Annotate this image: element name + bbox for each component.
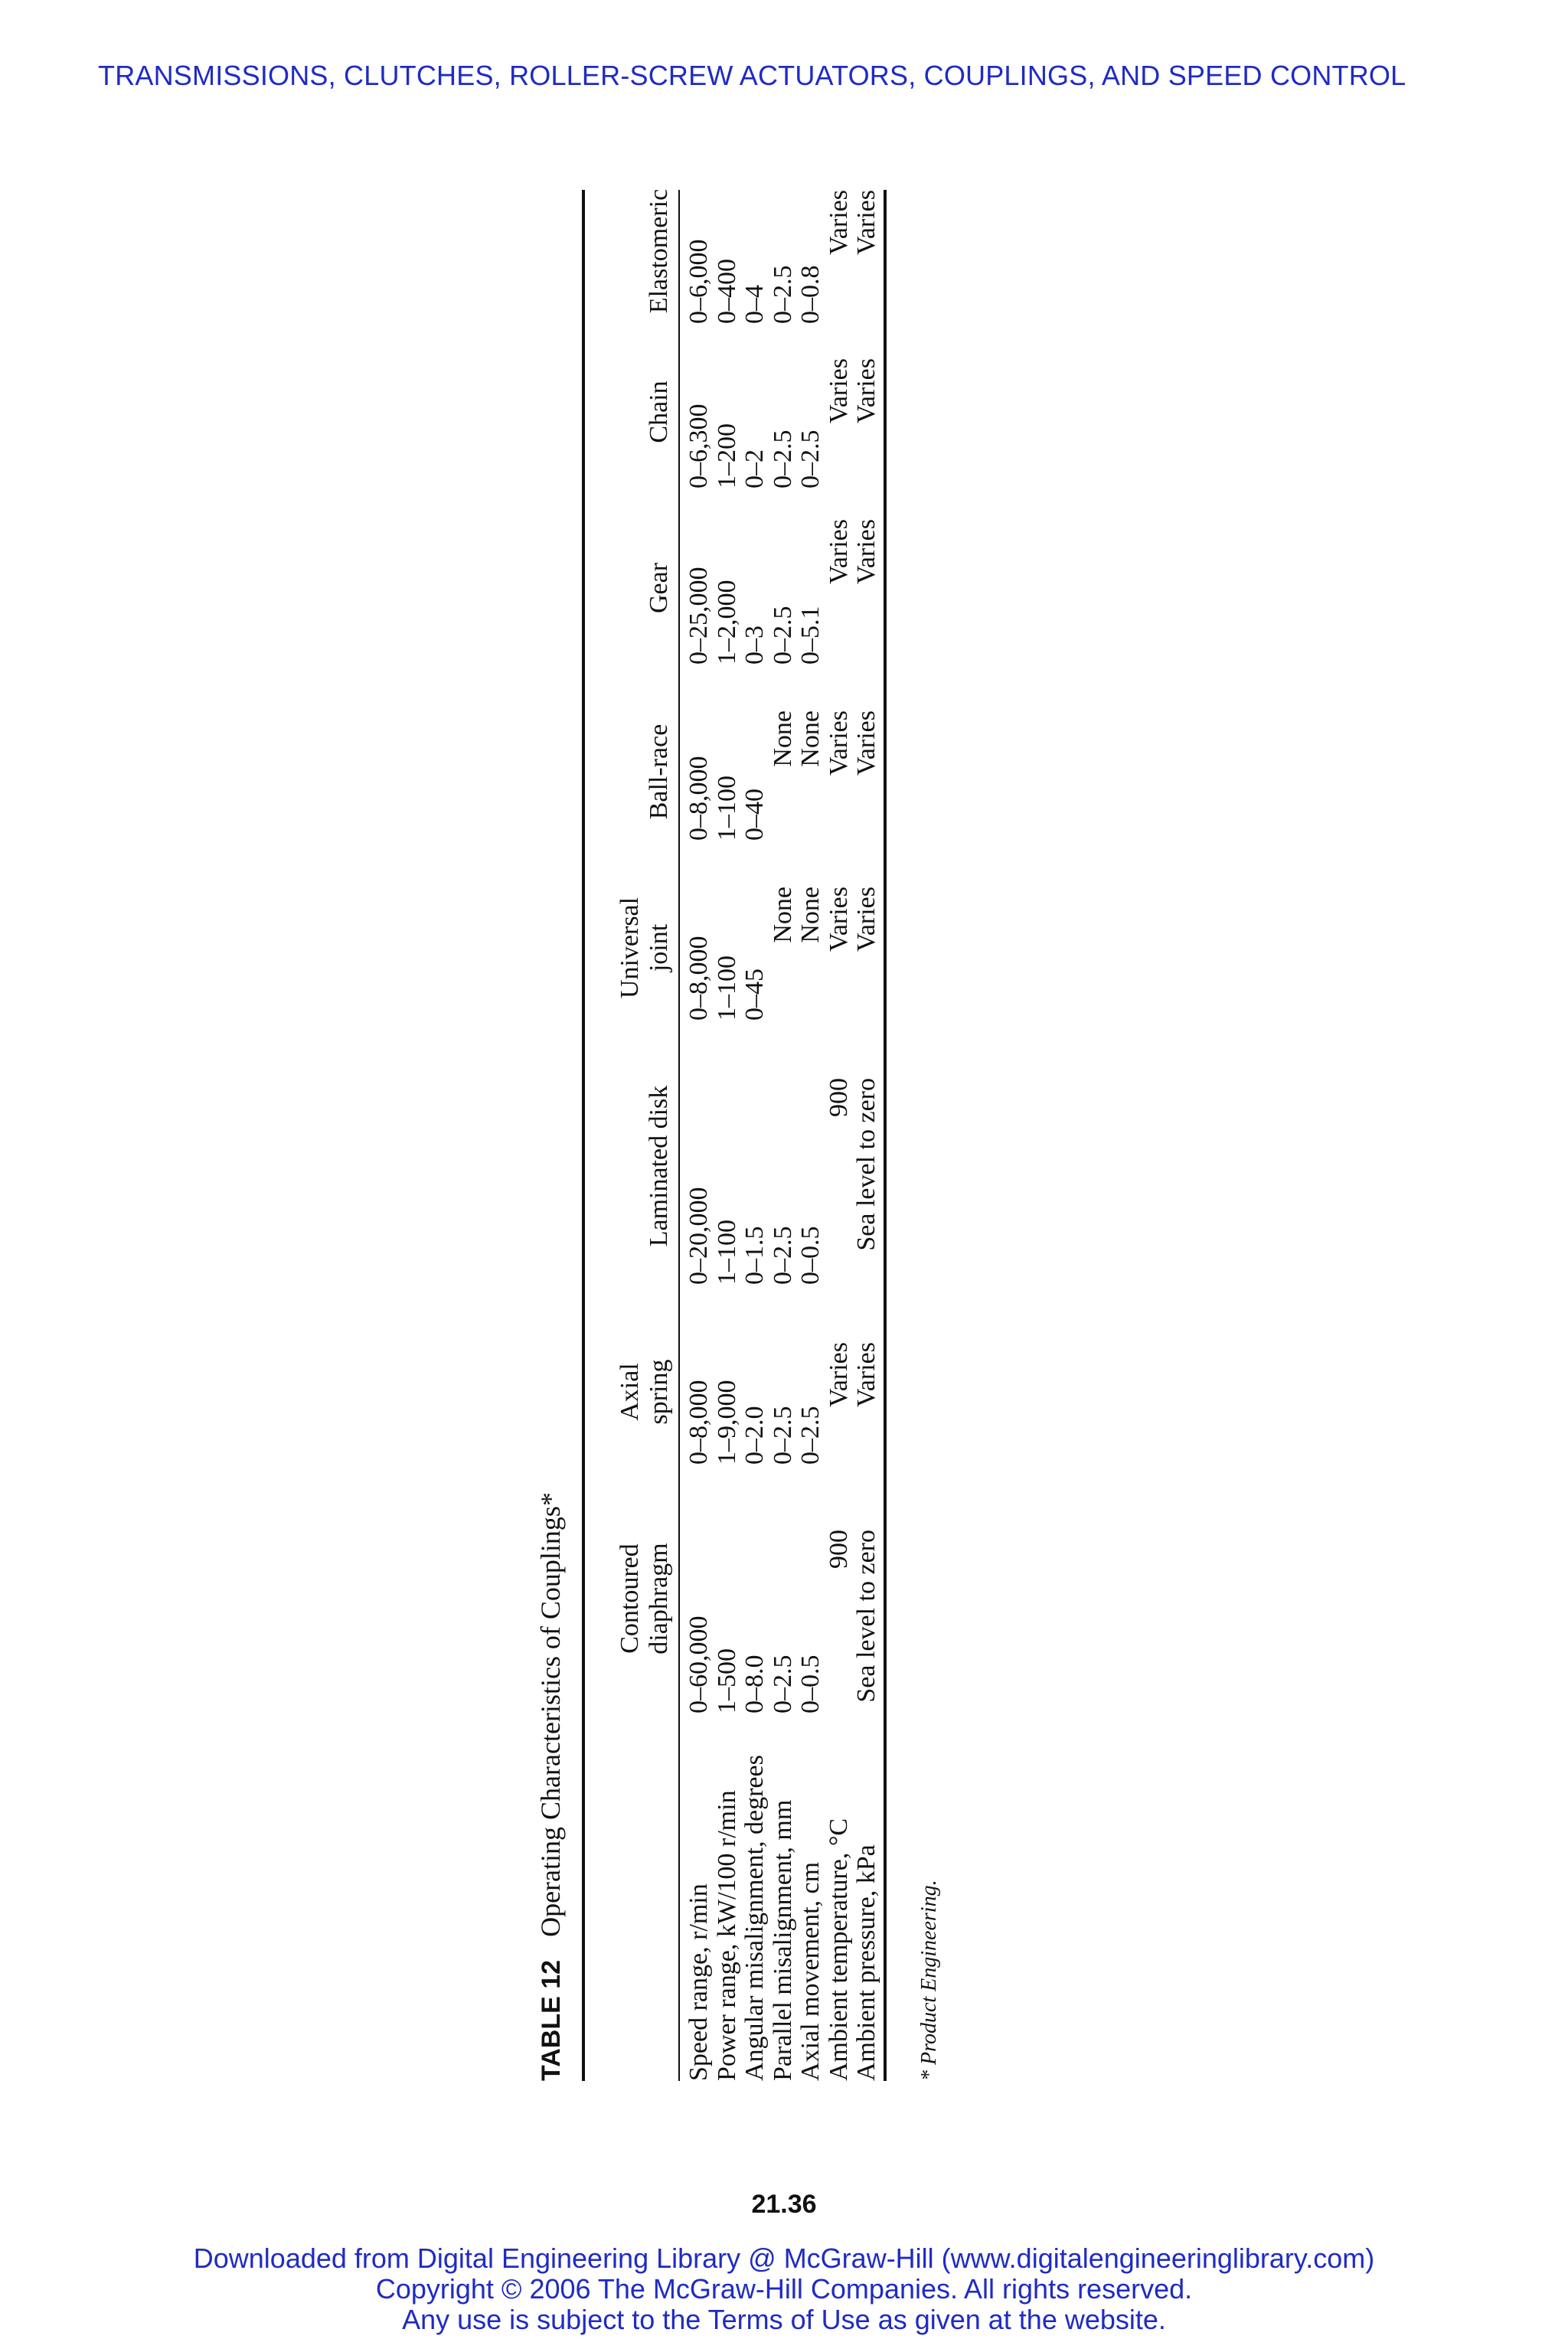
table-cell: Varies [852, 190, 880, 255]
table-cell: Varies [852, 710, 880, 776]
table-cell: 0–40 [740, 789, 769, 841]
row-label: Angular misalignment, degrees [740, 1755, 769, 2081]
table-cell: 1–200 [712, 423, 741, 488]
table-cell: 0–6,300 [684, 403, 713, 488]
table-title: Operating Characteristics of Couplings* [535, 1492, 566, 1937]
table-cell: Varies [824, 519, 853, 584]
table-cell: 0–45 [740, 969, 769, 1021]
table-cell: 0–3 [740, 626, 769, 665]
table-cell: 0–2.5 [768, 1406, 797, 1465]
row-label: Parallel misalignment, mm [768, 1799, 797, 2081]
table-cell: 0–2.5 [796, 430, 825, 488]
row-label: Ambient temperature, °C [824, 1818, 853, 2081]
table-cell: Varies [852, 358, 880, 423]
table-cell: 0–2.5 [768, 430, 797, 488]
table-cell: 1–2,000 [712, 580, 741, 665]
column-header: Laminated disk [645, 1085, 673, 1247]
table-cell: Sea level to zero [852, 1530, 880, 1703]
terms-line: Any use is subject to the Terms of Use as given at the website. [402, 2304, 1166, 2335]
table-cell: 0–8.0 [740, 1655, 769, 1713]
table-cell: 0–0.5 [796, 1655, 825, 1713]
table-cell: 0–5.1 [796, 606, 825, 665]
row-label: Speed range, r/min [684, 1883, 713, 2081]
table-cell: 0–8,000 [684, 936, 713, 1021]
download-notice [0, 2243, 1568, 2335]
table-cell: 0–400 [712, 259, 741, 324]
table-cell: None [768, 710, 797, 767]
table-cell: 0–2.5 [768, 606, 797, 665]
table-cell: 0–20,000 [684, 1187, 713, 1285]
column-header: Chain [645, 381, 673, 443]
table-cell: 0–8,000 [684, 1380, 713, 1465]
table-number: TABLE 12 [537, 1959, 566, 2081]
table-cell: Varies [824, 358, 853, 423]
table-cell: None [768, 887, 797, 943]
row-label: Power range, kW/100 r/min [712, 1790, 741, 2081]
running-head: TRANSMISSIONS, CLUTCHES, ROLLER-SCREW ACTUATORS, COUPLINGS, AND SPEED CONTROL [98, 60, 1406, 91]
table-footnote: * Product Engineering. [917, 1880, 941, 2081]
table-cell: 0–2.5 [768, 1655, 797, 1713]
copyright-line: Copyright © 2006 The McGraw-Hill Companies. All rights reserved. [375, 2273, 1193, 2305]
table-cell: 0–8,000 [684, 756, 713, 841]
table-cell: 0–2.5 [768, 1226, 797, 1285]
table-cell: Varies [824, 190, 853, 255]
row-label: Ambient pressure, kPa [852, 1844, 880, 2081]
table-cell: 1–9,000 [712, 1380, 741, 1465]
table-cell: 900 [824, 1530, 853, 1569]
table-top-rule [582, 190, 585, 2081]
column-header: Axial spring [616, 1359, 673, 1425]
column-header: Ball-race [645, 724, 673, 820]
table-cell: 1–100 [712, 956, 741, 1021]
column-header: Contoured diaphragm [616, 1543, 673, 1655]
table-cell: 1–100 [712, 1220, 741, 1285]
table-cell: Varies [824, 887, 853, 952]
table-header-rule [678, 190, 680, 2081]
table-cell: Varies [852, 1342, 880, 1407]
table-cell: Sea level to zero [852, 1078, 880, 1251]
table-cell: 0–2.5 [796, 1406, 825, 1465]
table-bottom-rule [884, 190, 887, 2081]
table-cell: 900 [824, 1078, 853, 1117]
table-cell: 0–2.5 [768, 265, 797, 324]
table-cell: 1–500 [712, 1648, 741, 1713]
table-cell: None [796, 710, 825, 767]
table-cell: 0–2.0 [740, 1406, 769, 1465]
table-cell: Varies [824, 710, 853, 776]
table-cell: 0–25,000 [684, 567, 713, 665]
page-number: 21.36 [751, 2190, 817, 2219]
column-header: Elastomeric [645, 188, 673, 314]
table-cell: 0–0.8 [796, 265, 825, 324]
table-cell: 1–100 [712, 776, 741, 841]
couplings-table [527, 190, 986, 2081]
download-line[interactable]: Downloaded from Digital Engineering Library @ McGraw-Hill (www.digitalengineeringlibrary.com) [193, 2243, 1375, 2274]
column-header: Gear [645, 562, 673, 614]
table-cell: 0–1.5 [740, 1226, 769, 1285]
column-header: Universal joint [616, 897, 673, 999]
table-cell: Varies [852, 887, 880, 952]
table-cell: None [796, 887, 825, 943]
table-cell: 0–6,000 [684, 239, 713, 324]
table-cell: 0–0.5 [796, 1226, 825, 1285]
table-cell: 0–4 [740, 285, 769, 324]
table-caption [534, 1492, 567, 2081]
table-cell: Varies [852, 519, 880, 584]
table-cell: 0–2 [740, 449, 769, 488]
table-cell: Varies [824, 1342, 853, 1407]
row-label: Axial movement, cm [796, 1861, 825, 2081]
table-cell: 0–60,000 [684, 1615, 713, 1713]
